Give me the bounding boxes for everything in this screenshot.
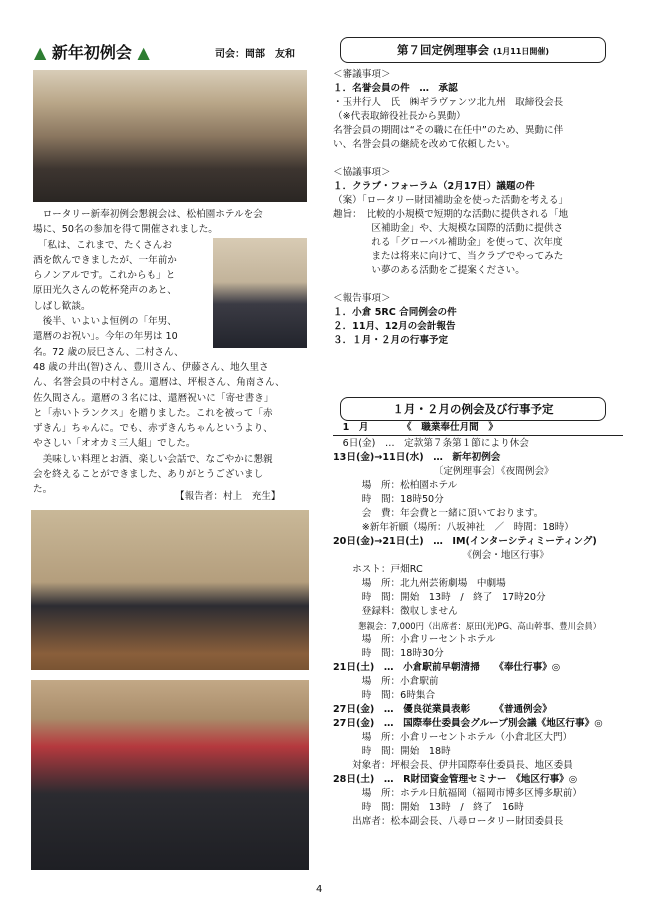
agenda-line: 趣旨： 比較的小規模で短期的な活動に提供される「地 <box>333 209 569 220</box>
schedule-line: 場 所：小倉リーセントホテル（小倉北区大門） <box>333 732 573 743</box>
agenda-line: （案）「ロータリー財団補助金を使った活動を考える」 <box>333 195 569 206</box>
body-line: 「私は、これまで、たくさんお <box>33 239 172 251</box>
agenda-line: れる「グローバル補助金」を使って、次年度 <box>333 237 563 248</box>
schedule-line: 6日(金) … 定款第７条第１節により休会 <box>333 438 529 449</box>
schedule-header: １月・２月の例会及び行事予定 <box>340 397 606 421</box>
schedule-line: 《例会・地区行事》 <box>333 550 549 561</box>
pine-icon: ▲ <box>34 43 47 62</box>
schedule-line: 21日(土) … 小倉駅前早朝清掃 《奉仕行事》◎ <box>333 662 561 673</box>
month-heading: 1 月 《 職業奉仕月間 》 <box>333 421 623 436</box>
schedule-line: 時 間：18時50分 <box>333 494 444 505</box>
agenda-line: または将来に向けて、当クラブでやってみた <box>333 251 564 262</box>
body-line: 場に、50名の参加を得て開催されました。 <box>33 224 218 236</box>
schedule-line: 懇親会：7,000円（出席者：原田(光)PG、高山幹事、豊川会員） <box>333 621 602 631</box>
schedule-line: 20日(金)→21日(土) … IM(インターシティミーティング) <box>333 536 597 547</box>
body-line: 会を終えることができました、ありがとうございまし <box>33 469 264 481</box>
schedule-line: 場 所：ホテル日航福岡（福岡市博多区博多駅前） <box>333 788 582 799</box>
celebrants-group-photo <box>31 510 309 670</box>
body-line: ずきん」ちゃんに。でも、赤ずきんちゃんというより、 <box>33 423 273 435</box>
reporter-credit: 【報告者：村上 充生】 <box>175 491 281 502</box>
schedule-list <box>333 437 623 829</box>
schedule-line: 対象者：坪根会長、伊井国際奉仕委員長、地区委員 <box>333 760 573 771</box>
body-line: らノンアルです。これからも」と <box>33 270 176 282</box>
body-line: 後半、いよいよ恒例の「年男、 <box>33 316 177 328</box>
schedule-line: 27日(金) … 国際奉仕委員会グループ別会議《地区行事》◎ <box>333 718 603 729</box>
body-line: 48 歳の井出(智)さん、豊川さん、伊藤さん、地久里さ <box>33 361 269 373</box>
host-label: 司会：岡部 友和 <box>215 49 295 60</box>
banquet-hall-photo <box>33 70 307 202</box>
schedule-line: 場 所：小倉リーセントホテル <box>333 634 496 645</box>
body-line: 美味しい料理とお酒、楽しい会話で、なごやかに懇親 <box>33 453 273 465</box>
agenda-line: ２．11月、12月の会計報告 <box>333 321 456 332</box>
section-heading: ＜報告事項＞ <box>333 293 391 304</box>
schedule-line: 13日(金)→11日(水) … 新年初例会 <box>333 452 501 463</box>
agenda-line: １．小倉 5RC 合同例会の件 <box>333 307 457 318</box>
board-meeting-body <box>333 68 623 348</box>
pine-icon: ▲ <box>137 43 150 62</box>
schedule-line: 時 間：6時集合 <box>333 690 436 701</box>
agenda-line: い、名誉会員の継続を改めて依頼したい。 <box>333 139 516 150</box>
section-heading: ＜審議事項＞ <box>333 69 391 80</box>
body-line: た。 <box>33 484 53 496</box>
schedule-line: 28日(土) … R財団資金管理セミナー 《地区行事》◎ <box>333 774 578 785</box>
schedule-line: ※新年祈願（場所：八坂神社 ／ 時間：18時） <box>333 522 574 533</box>
schedule-line: 場 所：松柏園ホテル <box>333 480 458 491</box>
body-line: 佐久間さん。還暦の３名には、還暦祝いに「寄せ書き」 <box>33 392 274 404</box>
page-number: 4 <box>316 884 323 895</box>
article-title: ▲ 新年初例会 ▲ <box>34 43 150 62</box>
schedule-line: 27日(金) … 優良従業員表彰 《普通例会》 <box>333 704 552 715</box>
agenda-line: ３．１月・２月の行事予定 <box>333 335 449 346</box>
article-body <box>33 207 313 498</box>
schedule-line: 登録料：徴収しません <box>333 606 458 617</box>
body-line: ん、名誉会員の中村さん。還暦は、坪根さん、角南さん、 <box>33 377 285 389</box>
schedule-line: 時 間：開始 18時 <box>333 746 451 757</box>
schedule-line: 場 所：小倉駅前 <box>333 676 439 687</box>
agenda-line: ・玉井行人 氏 ㈱ギラヴァンツ北九州 取締役会長 <box>333 97 564 108</box>
body-line: 還暦のお祝い」。今年の年男は 10 <box>33 331 178 343</box>
schedule-line: 時 間：18時30分 <box>333 648 444 659</box>
agenda-line: い夢のある活動をご提案ください。 <box>333 265 525 276</box>
board-meeting-header: 第７回定例理事会 (1月11日開催) <box>340 37 606 63</box>
agenda-line: １．クラブ・フォーラム（2月17日）議題の件 <box>333 181 535 192</box>
agenda-line: 区補助金」や、大規模な国際的活動に提供さ <box>333 223 564 234</box>
schedule-line: 場 所：北九州芸術劇場 中劇場 <box>333 578 506 589</box>
schedule-line: 時 間：開始 13時 / 終了 17時20分 <box>333 592 546 603</box>
red-hood-trio-photo <box>31 680 309 870</box>
schedule-line: 時 間：開始 13時 / 終了 16時 <box>333 802 524 813</box>
agenda-line: 名誉会員の期間は“その職に在任中”のため、異動に伴 <box>333 125 564 136</box>
body-line: と「赤いトランクス」を贈りました。これを被って「赤 <box>33 407 273 419</box>
agenda-line: １．名誉会員の件 … 承認 <box>333 83 458 94</box>
section-heading: ＜協議事項＞ <box>333 167 391 178</box>
agenda-line: （※代表取締役社長から異動） <box>333 111 466 122</box>
schedule-line: ホスト：戸畑RC <box>333 564 423 575</box>
body-line: しばし歓談。 <box>33 300 91 312</box>
body-line: 原田光久さんの乾杯発声のあと、 <box>33 285 177 297</box>
body-line: やさしい「オオカミ三人組」でした。 <box>33 438 196 450</box>
schedule-line: 出席者：松本副会長、八尋ロータリー財団委員長 <box>333 816 564 827</box>
body-line: ロータリー新奉初例会懇親会は、松柏園ホテルを会 <box>33 209 263 220</box>
schedule-line: 〔定例理事会〕《夜間例会》 <box>333 466 554 477</box>
body-line: 酒を飲んできましたが、一年前か <box>33 254 177 266</box>
schedule-line: 会 費：年会費と一緒に頂いております。 <box>333 508 544 519</box>
body-line: 名。72 歳の辰巳さん、二村さん、 <box>33 346 184 358</box>
